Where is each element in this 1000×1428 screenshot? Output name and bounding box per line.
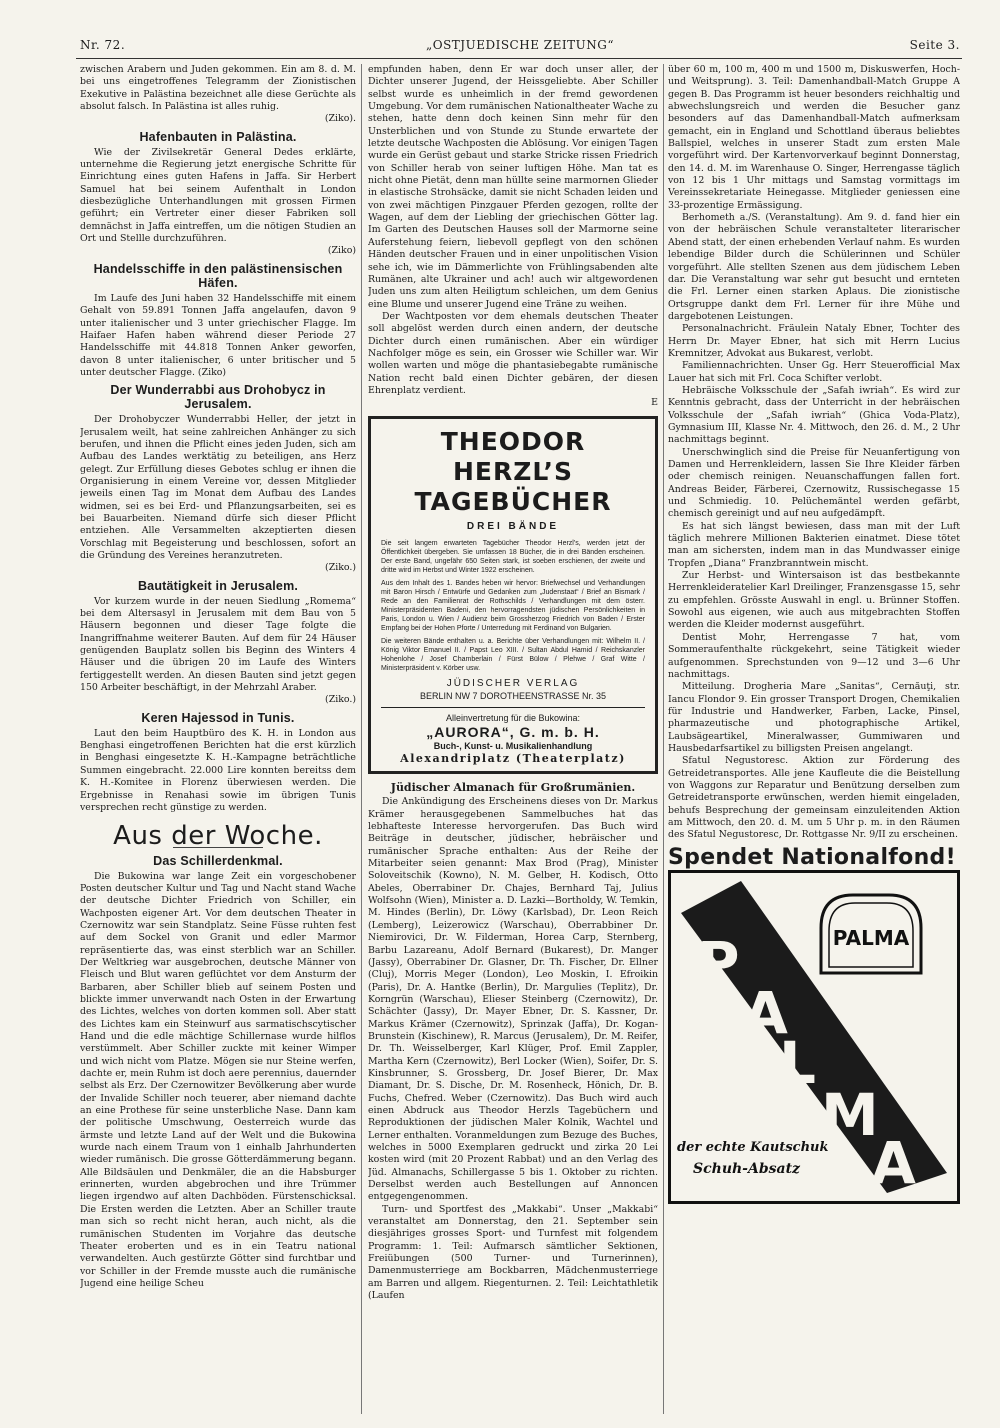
article-text: Dentist Mohr, Herrengasse 7 hat, vom Sommeraufenthalte rückgekehrt, seine Tätigkeit wieder aufgenommen. Sprechstunden von 9—12 und 3—6 Uhr nachmittags.	[668, 631, 960, 680]
nationalfond-appeal: Spendet Nationalfond!	[668, 844, 956, 870]
article-text: Berhometh a./S. (Veranstaltung). Am 9. d. fand hier ein von der hebräischen Schule veranstalteter literarischer Abend statt, der einen erhebenden Verlauf nahm. Es wurden lebendige Bilder durch die Schülerinnen und Schüler vorgeführt. Alle stellten Szenen aus dem jüdischem Leben dar. Die Veranstaltung war sehr gut besucht und ernteten die Frl. Lerner einen starken Aplaus. Die zionistische Ortsgruppe dankt dem Frl. Lerner für ihre Mühe und dargebotenen Leistungen.	[668, 212, 960, 322]
article-text: Laut den beim Hauptbüro des K. H. in London aus Benghasi eingetroffenen Berichten hat die erst kürzlich in Benghasi eingesetzte K. H.-Kampagne beträchtliche Summen eingebracht. 22.000 Lire konnten bereitss dem K. H.-Komitee in Florenz überwiesen werden. Die Ergebnisse in Renahasi sowie im übrigen Tunis versprechen recht günstige zu werden.	[80, 727, 356, 813]
ad-distributor: Alleinvertretung für die Bukowina:	[445, 712, 581, 723]
badge-text: PALMA	[832, 926, 910, 950]
article-text: empfunden haben, denn Er war doch unser aller, der Dichter unserer Jugend, der Heissgeliebte. Aber Schiller selbst wurde es unheimlich in der fremd gewordenen Umgebung. Vor dem rumänischen Nationaltheater Wache zu stehen, hatte denn doch keinen Sinn mehr für den Unsterblichen und von Stunde zu Stunde erwartete der letzte deutsche Wachposten die Ablösung. Vor einigen Tagen wurde ein Gerüst gebaut und starke Stricke rissen Friedrich von Schiller herab von seiner luftigen Höhe. Man tat es nicht ohne Pietät, denn man hüllte seine marmornen Glieder in elastische Strohsäcke, damit sie nicht Schaden leiden und von zwei mächtigen Pinzgauer Pferden gezogen, rollte der Wagen, auf dem der Liebling der griechischen Götter lag. Im Garten des Deutschen Hauses soll der Marmorne seine Auferstehung feiern, liebevoll gepflegt von den schönen Händen deutscher Frauen und in einer unpolitischen Vision sehe ich, wie im Dämmerlichte von Frühlingsabenden alte Rumänen, alte Ukrainer und ach! auch wir altgewordenen Juden uns zum alten Heiligtum schleichen, um dem Genius eine Blume und unserer Jugend eine Träne zu weihen.	[368, 64, 658, 310]
ad-shop: Buch-, Kunst- u. Musikalienhandlung	[433, 741, 593, 752]
article-headline: Bautätigkeit in Jerusalem.	[137, 578, 299, 593]
article-text: Die Bukowina war lange Zeit ein vorgeschobener Posten deutscher Kultur und Tag und Nacht stand Wache der deutsche Dichter Friedrich von Schiller, ein Wachposten eigener Art. Vor dem deutschen Theater in Czernowitz war sein Standplatz. Seine Füsse ruhten fest auf dem Sockel von Granit und edler Marmor repräsentierte das, was einst sterblich war an Schiller. Der Weltkrieg war ausgebrochen, deutsche Männer von Fleisch und Blut waren geflüchtet vor dem Ansturm der Barbaren, aber Schiller blieb auf seinem Posten und blickte immer unverwandt nach Osten in der Erwartung des Lichtes, welches von dorten kommen soll. Aber statt des Lichtes kam ein Steinwurf aus sarmatischscytischer Hand und die edle mächtige Schillernase wurde hilflos verstümmelt. Aber Schiller zuckte mit keiner Wimper und wich nicht vom Platze. Mögen sie nur Steine werfen, dachte er, mein Ruhm ist doch aere perennius, dauernder selbst als Erz. Der Czernowitzer Bevölkerung aber wurde der Invalide Schiller noch teuerer, aber niemand dachte an eine Prothese für seine unsterbliche Nase. Dann kam der politische Umschwung, Oesterreich wurde das ärmste und letzte Land auf der Welt und die Bukowina wurde nach einem Traum von 1 einhalb Jahrhunderten wieder rumänisch. Die grosse Götterdämmerung begann. Alle Bildsäulen und Denkmäler, die an die Habsburger erinnerten, wurden abgebrochen und ihre Trümmer liegen irgendwo auf alten Dachböden. Fürstenschicksal. Die Ersten werden die Letzten. Aber an Schiller traute man sich so recht nicht heran, auch nicht, als die rumänischen Studenten im Vorjahre das deutsche Theater eroberten und es in ein Teatru national verwandelten. Auch gestürzte Götter sind furchtbar und vor Schiller in der Fremde musste auch die rumänische Jugend eine heilige Scheu	[80, 870, 356, 1289]
brand-letter: P	[697, 929, 740, 997]
ad-address: BERLIN NW 7 DOROTHEENSTRASSE Nr. 35	[419, 691, 607, 702]
ad-company: „AURORA“, G. m. b. H.	[426, 724, 600, 740]
ad-publisher: JÜDISCHER VERLAG	[446, 677, 580, 689]
ad-divider	[381, 707, 645, 708]
article-headline: Das Schillerdenkmal.	[153, 853, 283, 868]
article-headline: Jüdischer Almanach für Großrumänien.	[390, 781, 636, 795]
brand-letter: L	[779, 1029, 816, 1097]
palma-ad-graphic	[671, 873, 957, 1195]
ad-text: Die seit langem erwarteten Tagebücher Theodor Herzl’s, werden jetzt der Öffentlichkeit übergeben. Sie umfassen 18 Bücher, die in drei Bänden erscheinen. Der erste Band, ungefähr 650 Seiten stark, ist soeben erschienen, der zweite und dritte wird im Herbst und Winter 1922 erscheinen.	[381, 539, 645, 574]
article-signature: (Ziko).	[324, 113, 356, 125]
tagline-1: der echte Kautschuk	[677, 1140, 829, 1155]
palma-advertisement	[668, 870, 960, 1204]
ad-title-line-2: TAGEBÜCHER	[414, 486, 612, 516]
article-text: Die Ankündigung des Erscheinens dieses von Dr. Markus Krämer herausgegebenen Sammelbuches hat das lebhafteste Interesse hervorgerufen. Das Buch wird Beiträge in deutscher, jüdischer, hebräischer und rumänischer Sprache enthalten: Aus der Reihe der Mitarbeiter seien genannt: Max Brod (Prag), Minister Soloveitschik (Kowno), N. M. Gelber, H. Kodisch, Otto Abeles, Oberrabiner Dr. Chajes, Bernhard Taj, Julius Wolfsohn (Wien), Minister a. D. Lazki—Bortholdy, W. Temkin, M. Hindes (Berlin), Dr. Löwy (Karlsbad), Dr. Leon Reich (Lemberg), Leizerowicz (Warschau), Oberrabbiner Dr. Niemirovici, Dr. W. Filderman, Horea Carp, Sternberg, Barbu Lazareanu, Adolf Bernard (Bukarest), Dr. Manger (Jassy), Oberrabiner Dr. Glasner, Dr. Th. Fischer, Dr. Ellner (Cluj), Morris Meger (London), Leo Moskin, I. Efroikin (Paris), Dr. A. Hantke (Berlin), Dr. Margulies (Teplitz), Dr. Korngrün (Warschau), Elieser Steinberg (Czernowitz), Dr. Schächter (Jassy), Dr. Mayer Ebner, Dr. S. Kassner, Dr. Markus Krämer (Czernowitz), Sprinzak (Jaffa), Dr. Kogan-Brunstein (Kischinew), R. Marcus (Jerusalem), Dr. M. Reifer, Dr. Th. Weisselberger, Karl Klüger, Prof. Emil Zappler, Martha Kern (Czernowitz), Berl Locker (Wien), Soifer, Dr. S. Kinsbrunner, S. Grossberg, Dr. Josef Bierer, Dr. Max Diamant, Dr. S. Dische, Dr. M. Rosenheck, Hönich, Dr. B. Fuchs, Chefred. Weber (Czernowitz). Das Buch wird auch einen Abdruck aus Theodor Herzls Tagebüchern und Reproduktionen der jüdischen Maler Kolnik, Wachtel und Lerner enthalten. Voranmeldungen zum Bezuge des Buches, welches in 5000 Exemplaren gedruckt und zirka 20 Lei kosten wird (mit 20 Prozent Rabbat) und an den Verlag des Jüd. Almanachs, Schillergasse 5 bis 1. Oktober zu richten. Derselbst werden auch Bestellungen auf Annoncen entgegengenommen.	[368, 796, 658, 1203]
article-text: Personalnachricht. Fräulein Nataly Ebner, Tochter des Herrn Dr. Mayer Ebner, hat sich mit Herrn Lucius Kremnitzer, Advokat aus Bukarest, verlobt.	[668, 323, 960, 359]
article-text: Der Drohobyczer Wunderrabbi Heller, der jetzt in Jerusalem weilt, hat seine zahlreichen Anhänger zu sich berufen, und ihnen die Pflicht eines jeden Juden, sich am Aufbau des Landes werktätig zu beteiligen, ans Herz gelegt. Zur Erfüllung dieses Gebotes schlug er ihnen die Organisierung in einem Vereine vor, dessen Mitglieder jeweils einen Tag im Monat dem Aufbau des Landes widmen, sei es bei Erd- und Pflanzungsarbeiten, sei es bei Bauarbeiten. Niemand dürfe sich dieser Pflicht entziehen. Alle Versammelten akzeptierten diesen Vorschlag mit Begeisterung und beschlossen, sofort an die Gründung des Vereines heranzutreten.	[80, 414, 356, 561]
page-number: Seite 3.	[909, 38, 960, 52]
article-signature: (Ziko.)	[325, 694, 356, 706]
ad-title-line-1: THEODOR HERZL’S	[440, 426, 586, 486]
article-text: Hebräische Volksschule der „Safah iwriah“. Es wird zur Kenntnis gebracht, dass der Unterricht in der hebräischen Volksschule der „Safah iwriah“ (Ghica Voda-Platz), Gymnasium III, Klasse Nr. 4. Mittwoch, den 26. d. M., 2 Uhr nachmittags beginnt.	[668, 384, 960, 446]
header-rule	[76, 58, 962, 59]
tagline-2: Schuh-Absatz	[693, 1161, 801, 1177]
article-headline: Keren Hajessod in Tunis.	[141, 710, 295, 725]
article-signature: (Ziko.)	[325, 562, 356, 574]
ad-location: Alexandriplatz (Theaterplatz)	[400, 751, 626, 765]
article-text: Zur Herbst- und Wintersaison ist das bestbekannte Herrenkleideratelier Karl Dreilinger, Franzensgasse 15, sehr zu empfehlen. Grösste Auswahl in engl. u. Brünner Stoffen. Sowohl aus eigenen, wie auch aus mitgebrachten Stoffen werden die Kleider modernst ausgeführt.	[668, 570, 960, 631]
brand-letter: A	[743, 979, 788, 1047]
issue-number: Nr. 72.	[80, 38, 126, 52]
article-text: Vor kurzem wurde in der neuen Siedlung „Romema“ bei dem Altersasyl in Jerusalem mit dem Bau von 5 Häusern begonnen und dieser Tage folgte die Inangriffnahme weiterer Bauten. Auf dem für 24 Häuser genügenden Bauplatz sollen bis Beginn des Winters 4 Häuser und die übrigen 20 im Laufe des Winters fertiggestellt werden. An diesen Bauten sind jetzt gegen 150 Arbeiter beschäftigt, in der Mehrzahl Araber.	[80, 595, 356, 694]
column-1	[80, 64, 356, 1416]
ad-text: Die weiteren Bände enthalten u. a. Berichte über Verhandlungen mit: Wilhelm II. / König Viktor Emanuel II. / Papst Leo XIII. / Sultan Abdul Hamid / Reichskanzler Hohenlohe / Josef Chamberlain / Fürst Bülow / Plehwe / Graf Witte / Ministerpräsident v. Körber usw.	[381, 637, 645, 672]
article-text: Im Laufe des Juni haben 32 Handelsschiffe mit einem Gehalt von 59.891 Tonnen Jaffa angelaufen, davon 9 unter italienischer und 3 unter griechischer Flagge. Im Haifaer Hafen haben während dieser Periode 27 Handelsschiffe mit 44.818 Tonnen Anker geworfen, davon 8 unter italienischer, 6 unter britischer und 5 unter deutscher Flagge. (Ziko)	[80, 292, 356, 378]
column-divider-1	[361, 64, 362, 1414]
article-text: Es hat sich längst bewiesen, dass man mit der Luft täglich mehrere Millionen Bakterien einatmet. Diese tötet man am sichersten, indem man in das Mundwasser einige Tropfen „Diana“ Franzbranntwein mischt.	[668, 520, 960, 569]
article-headline: Der Wunderrabbi aus Drohobycz in Jerusalem.	[110, 383, 326, 412]
article-headline: Handelsschiffe in den palästinensischen Häfen.	[93, 261, 343, 290]
brand-letter: M	[821, 1081, 879, 1149]
column-2	[368, 64, 658, 1416]
article-text: Der Wachtposten vor dem ehemals deutschen Theater soll abgelöst werden durch einen andern, der deutsche Dichter durch einen rumänischen. Aber ein würdiger Nachfolger möge es sein, ein Grosser wie Schiller war. Wir wollen warten und möge die phantasiebegabte rumänische Nation recht bald einen Dichter gebären, der diesen Ehrenplatz verdient.	[368, 310, 658, 396]
section-heading: Aus der Woche.	[113, 821, 323, 852]
article-signature: E	[651, 397, 658, 409]
article-text: Sfatul Negustoresc. Aktion zur Förderung des Getreidetransportes. Alle jene Kaufleute die die Beistellung von Waggons zur Reparatur und Benützung derselben zum Getreidetransporte erwünschen, werden hiemit eingeladen, behufs Besprechung der gemeinsam einzuleitenden Aktion am Mittwoch, den 20. d. M. um 5 Uhr p. m. in den Räumen des Sfatul Negustoresc, Dr. Rottgasse Nr. 9/II zu erscheinen.	[668, 755, 960, 841]
brand-letter: A	[871, 1129, 916, 1195]
article-text: Familiennachrichten. Unser Gg. Herr Steuerofficial Max Lauer hat sich mit Frl. Coca Schifter verlobt.	[668, 360, 960, 384]
article-headline: Hafenbauten in Palästina.	[139, 129, 297, 144]
article-text: Mitteilung. Drogheria Mare „Sanitas“, Cernăuţi, str. Iancu Flondor 9. Ein grosser Transport Drogen, Chemikalien für Industrie und Handwerker, Farben, Lacke, Pinsel, pharmazeutische und photographische Artikel, Laubsägeartikel, Mineralwasser, Gummiwaren und Hausbedarfsartikel zu billigsten Preisen angelangt.	[668, 681, 960, 754]
column-3	[668, 64, 960, 1416]
ad-text: Aus dem Inhalt des 1. Bandes heben wir hervor: Briefwechsel und Verhandlungen mit Baron Hirsch / Entwürfe und Gedanken zum „Judenstaat“ / Brief an Bismark / Rede an den Familienrat der Rothschilds / Verhandlungen mit dem österr. Ministerpräsidenten Badeni, den hervorragendsten jüdischen Persönlichkeiten in Paris, London u. Wien / Audienz beim Grossherzog Friedrich von Baden / Erster Empfang bei der Hohen Pforte / Unterredung mit Ferdinand von Bulgarien.	[381, 579, 645, 632]
newspaper-title: „OSTJUEDISCHE ZEITUNG“	[426, 38, 614, 52]
ad-subtitle: DREI BÄNDE	[466, 520, 560, 532]
article-text: Turn- und Sportfest des „Makkabi“. Unser „Makkabi“ veranstaltet am Donnerstag, den 21. September sein diesjähriges grosses Sport- und Turnfest mit folgendem Programm: 1. Teil: Aufmarsch sämtlicher Sektionen, Freiübungen (500 Turner- und Turnerinnen), Damenmusterriege am Bockbarren, Mädchenmusterriege am Barren und allgem. Riegenturnen. 2. Teil: Leichtathletik (Laufen	[368, 1203, 658, 1302]
herzl-diaries-advertisement	[368, 416, 658, 774]
page-header	[80, 38, 960, 58]
article-text: Unerschwinglich sind die Preise für Neuanfertigung von Damen und Herrenkleidern, lassen Sie Ihre Kleider färben oder chemisch reinigen. Neuanschaffungen fallen fort. Andreas Beider, Färberei, Czernowitz, Russischegasse 15 und Schmiedig. 10. Pelüchemäntel werden gefärbt, chemisch gereinigt und auf neu aufgedämpft.	[668, 446, 960, 520]
article-text: über 60 m, 100 m, 400 m und 1500 m, Diskuswerfen, Hoch- und Weitsprung). 3. Teil: Damenhandball-Match Gruppe A gegen B. Das Programm ist heuer besonders reichhaltig und abwechslungsreich und werden die Besucher ganz besonders auf das Damenhandball-Match aufmerksam gemacht, ein in England und Schottland überaus beliebtes Ballspiel, welches in unserer Stadt zum ersten Male vorgeführt wird. Der Kartenvorverkauf beginnt Donnerstag, den 14. d. M. im Warenhause O. Singer, Herrengasse täglich von 12 bis 1 Uhr mittags und Samstag vormittags im Vereinssekretariate Heinegasse. Mitglieder geniessen eine 33-prozentige Ermässigung.	[668, 64, 960, 211]
article-signature: (Ziko)	[327, 245, 356, 257]
column-divider-2	[663, 64, 664, 1414]
palma-badge	[821, 895, 921, 973]
article-text: zwischen Arabern und Juden gekommen. Ein am 8. d. M. bei uns eingetroffenes Telegramm der Zionistischen Exekutive in Palästina bezeichnet alle diese Gerüchte als absolut falsch. In Palästina ist alles ruhig.	[80, 64, 356, 113]
article-text: Wie der Zivilsekretär General Dedes erklärte, unternehme die Regierung jetzt energische Schritte für Einrichtung eines guten Hafens in Jaffa. Sir Herbert Samuel hat bei seinem Aufenthalt in London diesbezügliche Unterhandlungen mit grossen Firmen geführt; ein Vertreter einer dieser Fabriken soll demnächst in Jaffa eintreffen, um die nötigen Studien an Ort und Stellle durchzuführen.	[80, 146, 356, 245]
